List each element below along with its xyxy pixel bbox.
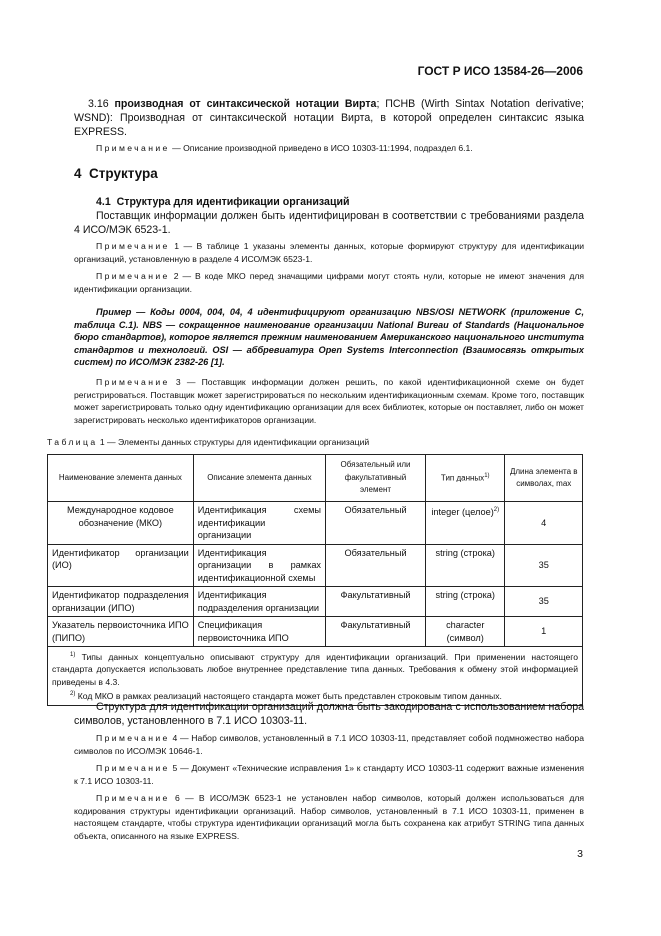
table-row: Международное кодовое обозначение (МКО) Идентификация схемы идентификации организации Обязательный integer (целое)$^{2)}$ 4 bbox=[48, 502, 583, 545]
section-4-title: 4 Структура bbox=[74, 166, 158, 181]
definition-text: ; ПСНВ (Wirth Sintax Notation derivative; WSND): Производная от синтаксической нотации Вирта, в которой определен синтаксис языка EXPRESS. bbox=[74, 98, 584, 138]
table-footnotes: $^{1)}$ Типы данных концептуально описывают структуру для идентификации организаций. При применении настоящего стандарта допускается использовать любое внутреннее представление типа данных. Требования к обмену этой информацией приведены в 4.3. $^{2)}$ Код МКО в рамках реализаций настоящего стандарта может быть представлен строковым типом данных. bbox=[48, 647, 583, 706]
note-5: Примечание 5 — Документ «Технические исправления 1» к стандарту ИСО 10303-11 содержит важные изменения к 7.1 ИСО 10303-11. bbox=[74, 763, 584, 786]
note-1: Примечание 1 — В таблице 1 указаны элементы данных, которые формируют структуру для идентификации организаций, установленную в разделе 4 ИСО/МЭК 6523-1. bbox=[74, 241, 584, 264]
doc-header: ГОСТ Р ИСО 13584-26—2006 bbox=[417, 64, 583, 78]
paragraph-encoding: Структура для идентификации организаций должна быть закодирована с использованием набора символов, установленного в 7.1 ИСО 10303-11. bbox=[74, 701, 584, 727]
term: производная от синтаксической нотации Вирта bbox=[114, 98, 377, 110]
note-4: Примечание 4 — Набор символов, установленный в 7.1 ИСО 10303-11, представляет собой подмножество набора символов по ИСО/МЭК 10646-1. bbox=[74, 733, 584, 756]
table-header-row bbox=[48, 455, 583, 502]
table-row: Идентификатор подразделения организации (ИПО) Идентификация подразделения организации Факультативный string (строка) 35 bbox=[48, 587, 583, 617]
note-3: Примечание 3 — Поставщик информации должен решить, по какой идентификационной схеме он будет регистрироваться. Поставщик может зарегистрироваться по нескольким идентификационным схемам. Кроме того, поставщик может зарегистрировать только одну идентификацию организации для всех библиотек, которые он поставляет, либо он может зарегистрировать несколько идентификаторов организации. bbox=[74, 377, 584, 425]
col-header: Наименование элемента данных bbox=[48, 455, 194, 502]
subsection-4-1-title: 4.1 Структура для идентификации организаций bbox=[96, 196, 350, 208]
col-header: Длина элемента в символах, max bbox=[505, 455, 583, 502]
table-row: Указатель первоисточника ИПО (ПИПО) Спецификация первоисточника ИПО Факультативный character (символ) 1 bbox=[48, 617, 583, 647]
table-caption: Таблица 1 — Элементы данных структуры для идентификации организаций bbox=[47, 437, 370, 447]
note-3-16: Примечание — Описание производной приведено в ИСО 10303-11:1994, подраздел 6.1. bbox=[96, 143, 473, 153]
page-number: 3 bbox=[577, 848, 583, 860]
paragraph-supplier: Поставщик информации должен быть идентифицирован в соответствии с требованиями раздела 4 ИСО/МЭК 6523-1. bbox=[74, 210, 584, 236]
table-row: Идентификатор организации (ИО) Идентификация организации в рамках идентификационной схемы Обязательный string (строка) 35 bbox=[48, 544, 583, 587]
clause-number: 3.16 bbox=[88, 98, 115, 110]
col-header: Тип данных$^{1)}$ bbox=[426, 455, 505, 502]
example-text: Пример — Коды 0004, 004, 04, 4 идентифицируют организацию NBS/OSI NETWORK (приложение С, таблица С.1). NBS — сокращенное наименование организации National Bureau of Standards (Национальное бюро стандартов), которое является прежним наименованием Американского национального института стандартов и технологий. OSI — аббревиатура Open Systems Interconnection (Взаимосвязь открытых систем) по ИСО/МЭК 2382-26 [1]. bbox=[74, 307, 584, 368]
col-header: Описание элемента данных bbox=[193, 455, 325, 502]
data-elements-table bbox=[47, 454, 583, 706]
col-header: Обязательный или факультативный элемент bbox=[326, 455, 426, 502]
definition-3-16 bbox=[74, 97, 584, 139]
note-2: Примечание 2 — В коде МКО перед значащими цифрами могут стоять нули, которые не имеют значения для идентификации организации. bbox=[74, 271, 584, 294]
note-6: Примечание 6 — В ИСО/МЭК 6523-1 не установлен набор символов, который должен использоваться для кодирования структуры идентификации организаций. Набор символов, установленный в 7.1 ИСО 10303-11, применен в настоящем стандарте, чтобы структура идентификации организаций могла быть сохранена как атрибут STRING типа данных объекта, описанного на языке EXPRESS. bbox=[74, 793, 584, 841]
